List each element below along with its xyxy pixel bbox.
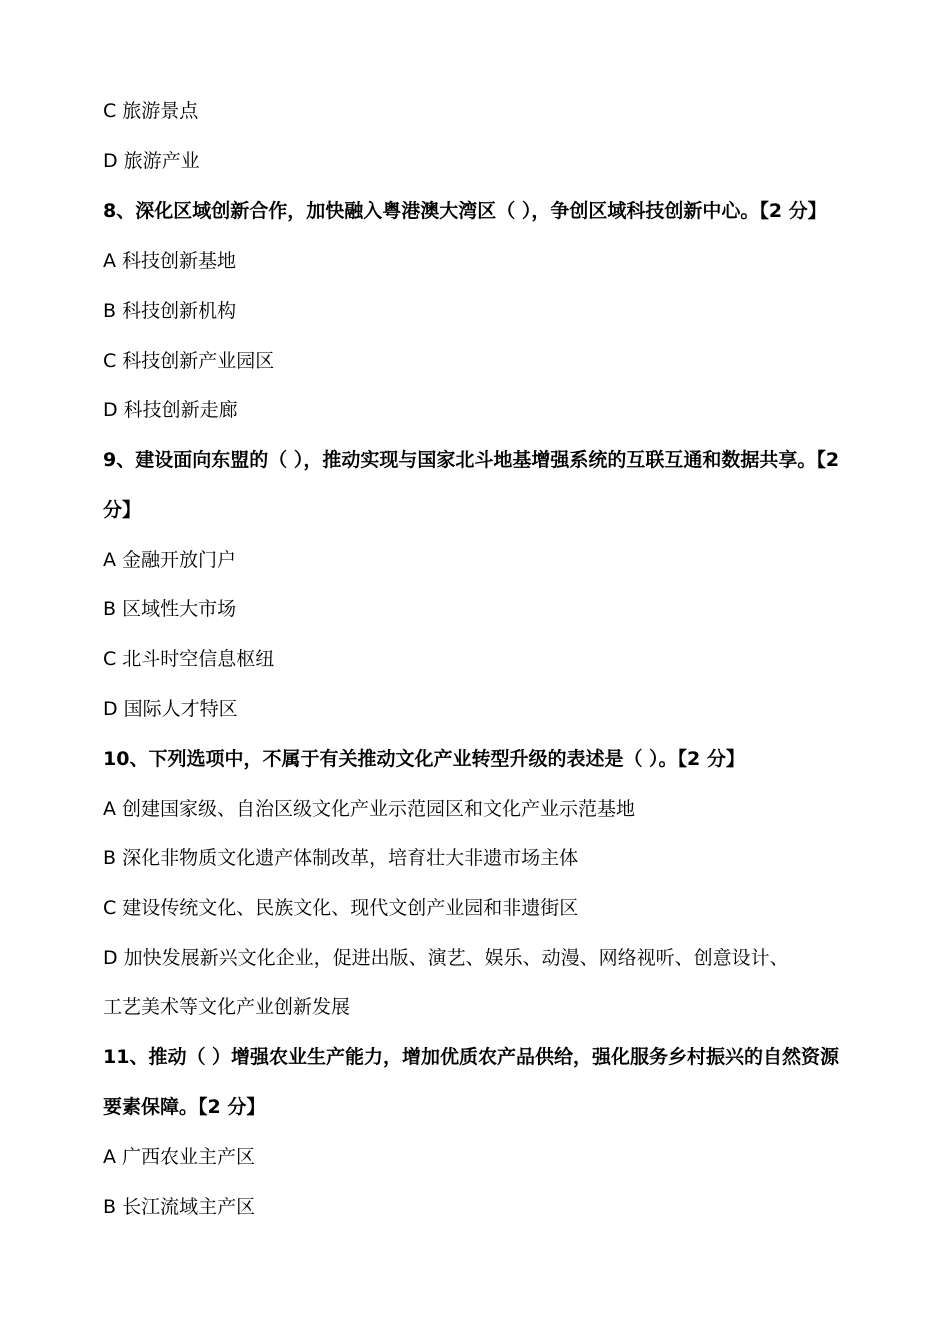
q9-option-d: D 国际人才特区 xyxy=(103,698,238,720)
q8-option-b: B 科技创新机构 xyxy=(103,300,237,322)
q8-option-a: A 科技创新基地 xyxy=(103,250,237,272)
q8-option-c: C 科技创新产业园区 xyxy=(103,350,275,372)
q9-option-c: C 北斗时空信息枢纽 xyxy=(103,648,275,670)
q7-option-c: C 旅游景点 xyxy=(103,100,199,122)
q10-stem: 10、下列选项中，不属于有关推动文化产业转型升级的表述是（ ）。【2 分】 xyxy=(103,748,745,770)
q9-option-b: B 区域性大市场 xyxy=(103,598,237,620)
q10-option-d-continuation: 工艺美术等文化产业创新发展 xyxy=(103,996,351,1018)
q11-stem-line1: 11、推动（ ）增强农业生产能力，增加优质农产品供给，强化服务乡村振兴的自然资源 xyxy=(103,1046,840,1068)
q10-option-c: C 建设传统文化、民族文化、现代文创产业园和非遗街区 xyxy=(103,897,579,919)
q11-option-b: B 长江流域主产区 xyxy=(103,1196,256,1218)
q11-option-a: A 广西农业主产区 xyxy=(103,1146,256,1168)
q8-option-d: D 科技创新走廊 xyxy=(103,399,238,421)
q9-stem-line2: 分】 xyxy=(103,499,142,521)
q10-option-d: D 加快发展新兴文化企业，促进出版、演艺、娱乐、动漫、网络视听、创意设计、 xyxy=(103,947,789,969)
q10-option-b: B 深化非物质文化遗产体制改革，培育壮大非遗市场主体 xyxy=(103,847,579,869)
q10-option-a: A 创建国家级、自治区级文化产业示范园区和文化产业示范基地 xyxy=(103,798,636,820)
q11-stem-line2: 要素保障。【2 分】 xyxy=(103,1096,266,1118)
q8-stem: 8、深化区域创新合作，加快融入粤港澳大湾区（ ），争创区域科技创新中心。【2 分】 xyxy=(103,200,827,222)
q9-stem-line1: 9、建设面向东盟的（ ），推动实现与国家北斗地基增强系统的互联互通和数据共享。【2 xyxy=(103,449,840,471)
q7-option-d: D 旅游产业 xyxy=(103,150,200,172)
q9-option-a: A 金融开放门户 xyxy=(103,549,237,571)
